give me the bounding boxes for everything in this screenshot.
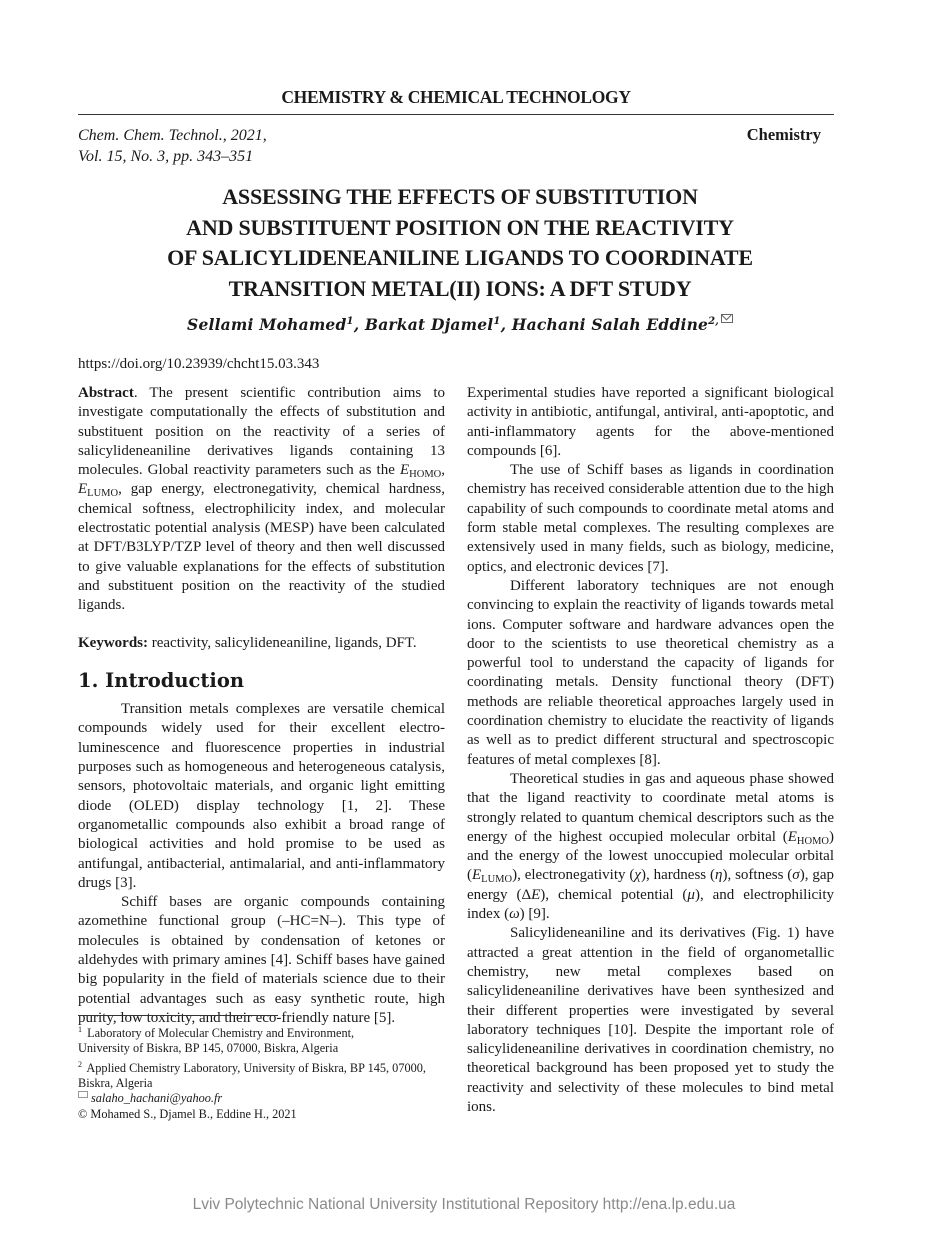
left-column [78,384,445,1028]
paragraph: Schiff bases are organic compounds containing azomethine functional group (–HC=N–). This type of molecules is obtained by condensation of ketones or aldehydes with primary amines [4]. Schiff bases have gained big popularity in the field of materials science due to their potential advantages such as easy synthetic route, high purity, low toxicity, and their eco-friendly nature [5]. [78,894,445,1026]
copyright: © Mohamed S., Djamel B., Eddine H., 2021 [78,1106,297,1121]
author-name: Barkat Djamel [364,315,494,334]
citation-line-1: Chem. Chem. Technol., 2021, [78,127,267,144]
section-label: Chemistry [746,125,821,144]
corresponding-email [78,1091,458,1106]
doi-link[interactable]: https://doi.org/10.23939/chcht15.03.343 [78,356,320,372]
author-separator: , [500,315,512,334]
footnote-1: $^1$ Laboratory of Molecular Chemistry and Environment, [78,1025,355,1041]
repository-footer: Lviv Polytechnic National University Institutional Repository http://ena.lp.edu.ua [192,1196,736,1213]
citation-line-2: Vol. 15, No. 3, pp. 343–351 [78,148,254,165]
paragraph: Different laboratory techniques are not enough convincing to explain the reactivity of ligands towards metal ions. Computer software and hardware advances open the door to the scientists to use theoretical chemistry as a powerful tool to understand the capacity of ligands for coordinating metals. Density functional theory (DFT) methods are reliable theoretical approaches largely used in coordination chemistry to elucidate the reactivity of ligands as well as to predict different structural and spectroscopic features of metal complexes [8]. [467,577,834,768]
journal-citation [78,125,267,167]
footnote-1-cont: University of Biskra, BP 145, 07000, Biskra, Algeria [78,1041,339,1056]
abstract-label: Abstract [78,385,134,401]
author-name: Sellami Mohamed [187,315,347,334]
author-affiliation: 1 [346,315,354,327]
keywords-label: Keywords: [78,634,148,651]
author-affiliation: 1 [493,315,501,327]
paragraph: Experimental studies have reported a significant biological activity in antibiotic, antifungal, antiviral, anti-apoptotic, and anti-inflammatory agents for the above-mentioned compounds [6]. [467,385,834,459]
footnote-divider [78,1015,278,1016]
author-list [90,315,830,334]
footnote-2-cont: Biskra, Algeria [78,1076,153,1091]
email-link[interactable]: salaho_hachani@yahoo.fr [91,1091,223,1106]
envelope-icon [721,314,733,323]
paragraph: Theoretical studies in gas and aqueous phase showed that the ligand reactivity to coordinate metal atoms is strongly related to quantum chemical descriptors such as the energy of the highest occupied molecular orbital $(E_{HOMO})$ and the energy of the lowest unoccupied molecular orbital $(E_{LUMO})$, electronegativity (χ), hardness (η), softness (σ), gap energy (ΔE), chemical potential (μ), and electrophilicity index (ω) [9]. [467,770,835,923]
journal-name: CHEMISTRY & CHEMICAL TECHNOLOGY [281,87,631,107]
author-affiliation: 2, [708,315,719,327]
title-line: TRANSITION METAL(II) IONS: A DFT STUDY [228,275,692,301]
envelope-icon [78,1091,88,1098]
footnote-2: $^2$ Applied Chemistry Laboratory, University of Biskra, BP 145, 07000, [78,1059,427,1075]
footnotes [78,1022,458,1122]
author-separator: , [353,315,365,334]
paragraph: Transition metals complexes are versatile chemical compounds widely used for their excellent electro-luminescence and fluorescence properties in industrial purposes such as homogeneous and heterogeneous catalysis, sensors, photovoltaic materials, and organic light emitting diode (OLED) display technology [1, 2]. These organometallic compounds also exhibit a broad range of biological activities and hold promise to be used as antifungal, antibacterial, antimalarial, and anti-inflammatory drugs [3]. [78,701,445,891]
header-divider [78,114,834,115]
section-heading-introduction: 1. Introduction [78,668,245,692]
title-line: ASSESSING THE EFFECTS OF SUBSTITUTION [222,184,698,209]
title-line: OF SALICYLIDENEANILINE LIGANDS TO COORDINATE [167,245,753,270]
paragraph: Salicylideneaniline and its derivatives (Fig. 1) have attracted a great attention in the field of organometallic chemistry, new metal complexes based on salicylideneaniline derivatives have been synthesized and their different properties were investigated by several laboratory techniques [10]. Despite the important role of salicylideneaniline derivatives in coordination chemistry, no theoretical background has been proposed yet to study the reactivity and selectivity of these molecules to bind metal ions. [467,925,834,1115]
right-column [467,384,834,1117]
abstract: Abstract. The present scientific contribution aims to investigate computationally the effects of substitution and substituent position on the reactivity of a series of salicylideneaniline derivatives ligands containing 13 molecules. Global reactivity parameters such as the $E_{HOMO}$, $E_{LUMO}$, gap energy, electronegativity, chemical hardness, chemical softness, electrophilicity index, and molecular electrostatic potential analysis (MESP) have been calculated at DFT/B3LYP/TZP level of theory and then well discussed to give valuable explanations for the effects of substitution and substituent position on the reactivity of the studied ligands. [78,385,445,614]
paragraph: The use of Schiff bases as ligands in coordination chemistry has received considerable attention due to the high capability of such compounds to coordinate metal atoms and form stable metal complexes. The resulting complexes are extensively used in many fields, such as biology, medicine, optics, and electronic devices [7]. [467,462,834,575]
author-name: Hachani Salah Eddine [511,315,709,334]
title-line: AND SUBSTITUENT POSITION ON THE REACTIVITY [186,214,734,240]
keywords: Keywords: reactivity, salicylideneaniline, ligands, DFT. [78,634,417,651]
paper-title [90,182,830,304]
